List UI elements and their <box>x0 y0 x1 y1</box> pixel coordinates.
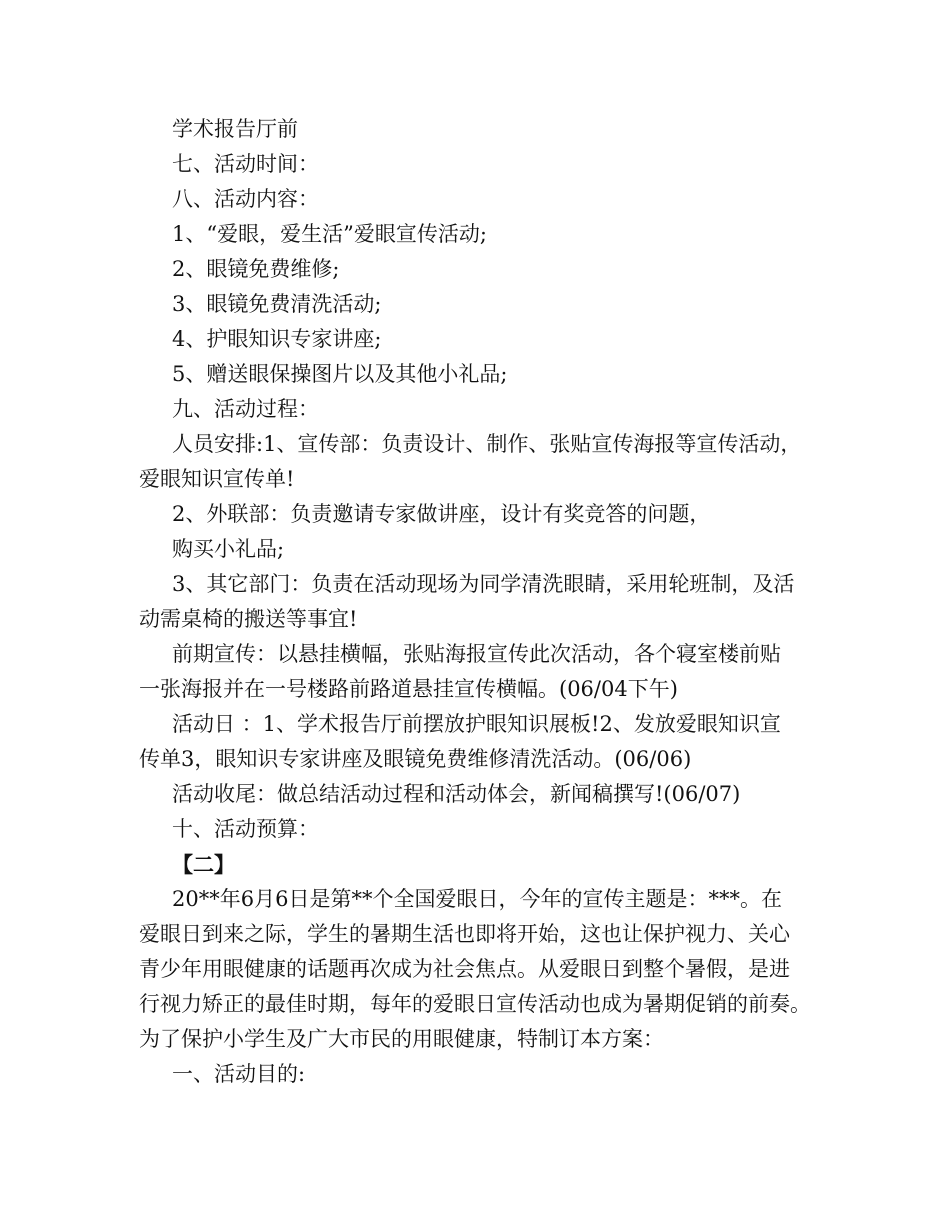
part-heading: 【二】 <box>172 852 235 877</box>
text-line: 为了保护小学生及广大市民的用眼健康，特制订本方案： <box>139 1027 664 1051</box>
section-heading: 九、活动过程： <box>172 397 319 421</box>
section-heading: 八、活动内容： <box>172 187 319 211</box>
list-item: 3、眼镜免费清洗活动; <box>172 292 382 316</box>
text-line: 传单3，眼知识专家讲座及眼镜免费维修清洗活动。(06/06) <box>139 747 692 771</box>
list-item: 1、“爱眼，爱生活”爱眼宣传活动; <box>172 222 487 246</box>
list-item: 4、护眼知识专家讲座; <box>172 327 382 351</box>
section-heading: 十、活动预算： <box>172 817 319 841</box>
text-line: 动需桌椅的搬送等事宜! <box>139 607 358 631</box>
text-line: 20**年6月6日是第**个全国爱眼日，今年的宣传主题是：***。在 <box>172 887 782 911</box>
text-line: 购买小礼品; <box>172 537 285 561</box>
text-line: 行视力矫正的最佳时期，每年的爱眼日宣传活动也成为暑期促销的前奏。 <box>139 992 811 1016</box>
text-line: 爱眼日到来之际，学生的暑期生活也即将开始，这也让保护视力、关心 <box>139 922 790 946</box>
document-body <box>139 112 819 1092</box>
text-line: 学术报告厅前 <box>172 117 298 141</box>
text-line: 活动收尾：做总结活动过程和活动体会，新闻稿撰写!(06/07) <box>172 782 741 806</box>
text-line: 爱眼知识宣传单! <box>139 467 295 491</box>
section-heading: 七、活动时间： <box>172 152 319 176</box>
section-heading: 一、活动目的: <box>172 1062 306 1086</box>
text-line: 2、外联部：负责邀请专家做讲座，设计有奖竞答的问题， <box>172 502 711 526</box>
text-line: 前期宣传：以悬挂横幅，张贴海报宣传此次活动，各个寝室楼前贴 <box>172 642 781 666</box>
text-line: 人员安排:1、宣传部：负责设计、制作、张贴宣传海报等宣传活动， <box>172 432 802 456</box>
text-line: 3、其它部门：负责在活动现场为同学清洗眼睛，采用轮班制，及活 <box>172 572 795 596</box>
list-item: 2、眼镜免费维修; <box>172 257 340 281</box>
text-line: 一张海报并在一号楼路前路道悬挂宣传横幅。(06/04下午) <box>139 677 678 701</box>
text-line: 活动日 ：1、学术报告厅前摆放护眼知识展板!2、发放爱眼知识宣 <box>172 712 781 736</box>
list-item: 5、赠送眼保操图片以及其他小礼品; <box>172 362 508 386</box>
text-line: 青少年用眼健康的话题再次成为社会焦点。从爱眼日到整个暑假，是进 <box>139 957 790 981</box>
